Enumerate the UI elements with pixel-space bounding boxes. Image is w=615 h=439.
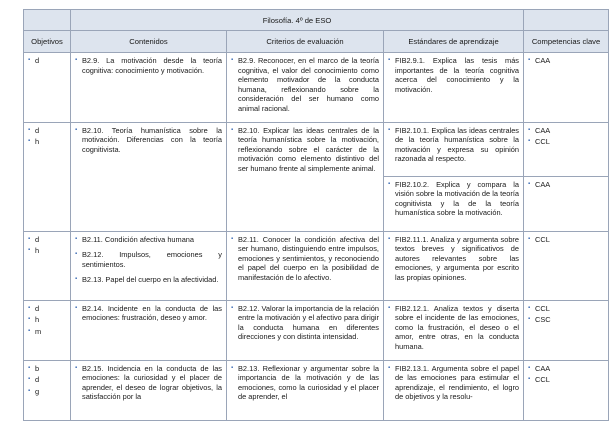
- competencia-block: [524, 123, 608, 176]
- contenido-item: ▪ B2.12. Impulsos, emociones y sentimientos.: [75, 250, 222, 269]
- competencias-cell: [524, 231, 609, 300]
- competencia-item: ▪ CAA: [528, 364, 604, 374]
- objetivos-cell: [24, 122, 71, 231]
- competencia-item: ▪ CCL: [528, 137, 604, 147]
- objetivo-item-list: [28, 364, 66, 397]
- contenido-item: ▪ B2.11. Condición afectiva humana: [75, 235, 222, 245]
- objetivo-item: ▪ h: [28, 315, 66, 325]
- column-header-contenidos: Contenidos: [71, 31, 227, 53]
- contenidos-cell: [71, 360, 227, 420]
- competencia-item-list: [528, 180, 604, 190]
- contenidos-cell: [71, 122, 227, 231]
- objetivo-item-list: [28, 126, 66, 147]
- competencia-item: ▪ CSC: [528, 315, 604, 325]
- column-header-competencias: Competencias clave: [524, 31, 609, 53]
- contenido-item-list: [75, 364, 222, 402]
- objetivo-item: ▪ d: [28, 304, 66, 314]
- estandares-stack: [384, 123, 523, 231]
- criterios-cell: [227, 53, 384, 123]
- objetivos-cell: [24, 231, 71, 300]
- criterio-item-list: [231, 235, 379, 283]
- objetivos-cell: [24, 300, 71, 360]
- criterios-cell: [227, 231, 384, 300]
- competencia-item-list: [528, 304, 604, 325]
- table-row: [24, 360, 609, 420]
- column-header-objetivos: Objetivos: [24, 31, 71, 53]
- objetivo-item: ▪ h: [28, 246, 66, 256]
- objetivo-item-list: [28, 56, 66, 66]
- estandar-item: ▪ FIB2.12.1. Analiza textos y diserta sobre el incidente de las emociones, como la frustración, el deseo o el amor, entre otras, en la conducta humana.: [388, 304, 519, 352]
- objetivo-item: ▪ d: [28, 375, 66, 385]
- objetivo-item: ▪ g: [28, 387, 66, 397]
- contenido-item: ▪ B2.10. Teoría humanística sobre la motivación. Diferencias con la teoría cognitivista.: [75, 126, 222, 155]
- competencia-item: ▪ CAA: [528, 126, 604, 136]
- competencia-item: ▪ CAA: [528, 180, 604, 190]
- objetivo-item: ▪ d: [28, 126, 66, 136]
- estandar-item: ▪ FIB2.13.1. Argumenta sobre el papel de las emociones para estimular el aprendizaje, el rendimiento, el logro de objetivos y la resolu-: [388, 364, 519, 402]
- competencia-item: ▪ CCL: [528, 304, 604, 314]
- objetivos-cell: [24, 360, 71, 420]
- estandar-item: ▪ FIB2.9.1. Explica las tesis más importantes de la teoría cognitiva acerca del conocimiento y la motivación.: [388, 56, 519, 94]
- competencias-cell: [524, 53, 609, 123]
- competencias-stack: [524, 123, 608, 231]
- contenidos-cell: [71, 300, 227, 360]
- estandar-item-list: [388, 126, 519, 164]
- objetivo-item: ▪ b: [28, 364, 66, 374]
- estandar-item: ▪ FIB2.10.2. Explica y compara la visión sobre la motivación de la teoría cognitivista y la de la teoría humanística sobre la motivación.: [388, 180, 519, 218]
- criterio-item: ▪ B2.13. Reflexionar y argumentar sobre la importancia de la motivación y de las emociones, como la curiosidad y el placer de aprender, el: [231, 364, 379, 402]
- competencia-block: [524, 176, 608, 231]
- contenido-item: ▪ B2.13. Papel del cuerpo en la afectividad.: [75, 275, 222, 285]
- criterio-item: ▪ B2.10. Explicar las ideas centrales de la teoría humanística sobre la motivación, reflexionando sobre el carácter de la motivación como elemento distintivo del ser humano frente al simplemente animal.: [231, 126, 379, 174]
- contenido-item-list: [75, 126, 222, 155]
- table-row: [24, 53, 609, 123]
- estandar-item-list: [388, 56, 519, 94]
- competencia-item: ▪ CCL: [528, 375, 604, 385]
- criterio-item-list: [231, 126, 379, 174]
- criterios-cell: [227, 300, 384, 360]
- contenidos-cell: [71, 53, 227, 123]
- contenidos-cell: [71, 231, 227, 300]
- criterio-item-list: [231, 56, 379, 114]
- column-header-estandares: Estándares de aprendizaje: [384, 31, 524, 53]
- competencia-item: ▪ CAA: [528, 56, 604, 66]
- competencia-item-list: [528, 364, 604, 385]
- column-header-row: [24, 31, 609, 53]
- competencias-cell: [524, 122, 609, 231]
- estandares-cell: [384, 122, 524, 231]
- estandar-item-list: [388, 304, 519, 352]
- table-row: [24, 122, 609, 231]
- contenido-item: ▪ B2.15. Incidencia en la conducta de las emociones: la curiosidad y el placer de aprender, el deseo de lograr objetivos, la satisfacción por la: [75, 364, 222, 402]
- objetivo-item-list: [28, 235, 66, 256]
- contenido-item: ▪ B2.9. La motivación desde la teoría cognitiva: conocimiento y motivación.: [75, 56, 222, 75]
- estandar-block: [384, 123, 523, 176]
- contenido-item-list: [75, 235, 222, 285]
- criterio-item: ▪ B2.11. Conocer la condición afectiva del ser humano, distinguiendo entre impulsos, emociones y sentimientos, y reconociendo el papel del cuerpo en la posibilidad de manifestación de lo afectivo.: [231, 235, 379, 283]
- estandares-cell: [384, 300, 524, 360]
- column-header-criterios: Criterios de evaluación: [227, 31, 384, 53]
- estandar-item-list: [388, 180, 519, 218]
- estandar-item: ▪ FIB2.11.1. Analiza y argumenta sobre textos breves y significativos de autores relevantes sobre las emociones, y argumenta por escrito las propias opiniones.: [388, 235, 519, 283]
- table-row: [24, 231, 609, 300]
- competencia-item-list: [528, 126, 604, 147]
- table-title: Filosofía. 4º de ESO: [71, 10, 524, 31]
- objetivo-item: ▪ d: [28, 235, 66, 245]
- estandar-item-list: [388, 364, 519, 402]
- criterio-item-list: [231, 304, 379, 342]
- estandares-cell: [384, 53, 524, 123]
- contenido-item-list: [75, 56, 222, 75]
- criterio-item: ▪ B2.12. Valorar la importancia de la relación entre la motivación y el afectivo para dirigir la conducta humana en diferentes direcciones y con distinta intensidad.: [231, 304, 379, 342]
- estandar-item-list: [388, 235, 519, 283]
- objetivos-cell: [24, 53, 71, 123]
- criterios-cell: [227, 122, 384, 231]
- objetivo-item: ▪ m: [28, 327, 66, 337]
- contenido-item-list: [75, 304, 222, 323]
- criterios-cell: [227, 360, 384, 420]
- estandares-cell: [384, 231, 524, 300]
- objetivo-item-list: [28, 304, 66, 337]
- estandar-block: [384, 176, 523, 231]
- objetivo-item: ▪ d: [28, 56, 66, 66]
- table-row: [24, 300, 609, 360]
- contenido-item: ▪ B2.14. Incidente en la conducta de las emociones: frustración, deseo y amor.: [75, 304, 222, 323]
- competencias-cell: [524, 300, 609, 360]
- criterio-item-list: [231, 364, 379, 402]
- competencia-item: ▪ CCL: [528, 235, 604, 245]
- competencia-item-list: [528, 56, 604, 66]
- table-title-row: [24, 10, 609, 31]
- header-spacer: [24, 10, 71, 31]
- header-spacer: [524, 10, 609, 31]
- table-body: [24, 53, 609, 421]
- objetivo-item: ▪ h: [28, 137, 66, 147]
- competencias-cell: [524, 360, 609, 420]
- criterio-item: ▪ B2.9. Reconocer, en el marco de la teoría cognitiva, el valor del conocimiento como elemento motivador de la conducta humana, reflexionando sobre la consideración del ser humano como animal racional.: [231, 56, 379, 114]
- curriculum-table: [23, 9, 609, 421]
- estandares-cell: [384, 360, 524, 420]
- estandar-item: ▪ FIB2.10.1. Explica las ideas centrales de la teoría humanística sobre la motivación y expresa su opinión razonada al respecto.: [388, 126, 519, 164]
- competencia-item-list: [528, 235, 604, 245]
